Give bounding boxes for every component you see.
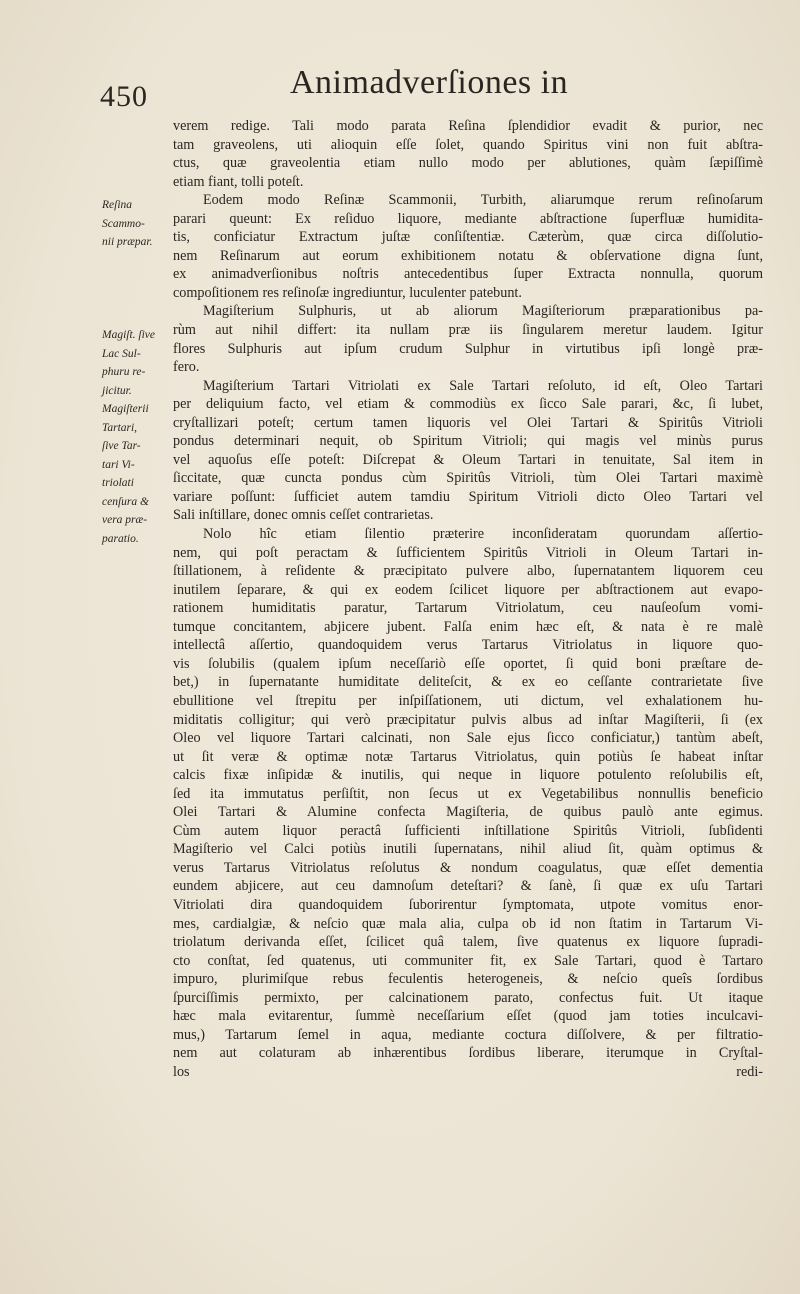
margin-note-line: triolati: [102, 477, 134, 489]
text-line: Magiſterium Tartari Vitriolati ex Sale Tartari reſoluto, id eſt, Oleo Tartari: [203, 377, 763, 394]
text-line: compoſitionem res reſinoſæ ingrediuntur, luculenter patebunt.: [173, 284, 522, 301]
text-line: tis, conficiatur Extractum juſtæ conſiſtentiæ. Cæterùm, quæ circa diſſolutio-: [173, 229, 763, 246]
text-line: ut ſit veræ & optimæ notæ Tartarus Vitriolatus, quin potiùs ſe habeat inſtar: [173, 748, 763, 765]
text-line: pondus determinari nequit, ob Spiritum Vitrioli; qui magis vel minùs purus: [173, 433, 763, 450]
margin-note-line: Magiſterii: [102, 403, 149, 415]
text-line: Vitriolati dira quandoquidem ſuborirentur ſymptomata, utpote vomitus enor-: [173, 896, 763, 913]
text-line: ex animadverſionibus noſtris antecedentibus ſuper Extracta nonnulla, quorum: [173, 266, 763, 283]
margin-note-magisterium-tartari: [102, 400, 149, 548]
text-line: los redi-: [173, 1063, 763, 1080]
text-line: nem Reſinarum aut eorum exhibitionem notatu & obſervatione digna ſunt,: [173, 247, 763, 264]
margin-note-line: Scammo-: [102, 217, 145, 230]
margin-note-magisterium-sulphuris: [102, 326, 155, 400]
text-line: per deliquium facto, vel etiam & commodiùs ex ſicco Sale parari, &c, ſi lubet,: [173, 396, 763, 413]
text-line: ebullitione vel ſtrepitu per inſpiſſationem, uti dictum, vel exhalationem hu-: [173, 692, 763, 709]
text-line: rùm aut nihil differt: ita nullam præ iis ſingularem meretur laudem. Igitur: [173, 322, 763, 339]
text-line: vis ſolubilis (qualem ipſum neceſſariò eſſe oportet, ſi quid boni præſtare de-: [173, 655, 763, 672]
margin-note-line: phuru re-: [102, 366, 146, 378]
margin-note-line: paratio.: [102, 532, 139, 545]
margin-note-line: tari Vi-: [102, 458, 135, 471]
text-line: Eodem modo Reſinæ Scammonii, Turbith, aliarumque rerum reſinoſarum: [203, 192, 763, 209]
text-line: verem redige. Tali modo parata Reſina ſplendidior evadit & purior, nec: [173, 118, 763, 134]
margin-note-line: ſive Tar-: [102, 440, 141, 452]
text-line: ctus, quæ graveolentia etiam nullo modo per ablutiones, quàm ſæpiſſimè: [173, 155, 763, 172]
text-line: cryſtallizari poteſt; certum tamen liquoris vel Olei Tartari & Spiritûs Vitrioli: [173, 414, 763, 431]
text-line: calcis fixæ inſipidæ & inutilis, qui neque in liquore potulento reſolubilis eſt,: [173, 767, 763, 784]
margin-note-line: Lac Sul-: [102, 347, 141, 360]
text-line: bet,) in ſupernatante humiditate deliteſcit, & ex eo ceſſante contrarietate ſive: [173, 674, 763, 691]
text-line: hæc mala evitarentur, ſummè neceſſarium eſſet (quod jam toties inculcavi-: [173, 1008, 763, 1025]
text-line: cto conſtat, ſed quatenus, uti communiter fit, ex Sale Tartari, quod è Tartaro: [173, 952, 763, 969]
text-line: vel aquoſus eſſe poteſt: Diſcrepat & Oleum Tartari in tenuitate, Sal item in: [173, 451, 763, 468]
body-text: [173, 117, 763, 1100]
text-line: variare poſſunt: ſufficiet autem tamdiu Spiritum Vitrioli dicto Oleo Tartari vel: [173, 488, 763, 505]
text-line: Cùm autem liquor peractâ ſufficienti inſtillatione Spiritûs Vitrioli, ſubſidenti: [173, 822, 763, 839]
text-line: fero.: [173, 359, 200, 376]
text-line: triolatum derivanda eſſet, ſcilicet quâ talem, ſive quatenus ex liquore ſupradi-: [173, 934, 763, 951]
text-line: ſed ita immutatus perſiſtit, non ſecus ut ex Vegetabilibus nonnullis beneficio: [173, 785, 763, 802]
text-line: Magiſterium Sulphuris, ut ab aliorum Magiſteriorum præparationibus pa-: [203, 303, 763, 320]
text-line: etiam fiant, tolli poteſt.: [173, 173, 304, 190]
text-line: eundem abjicere, aut ceu damnoſum deteſtari? & ſanè, ſi quæ ex uſu Tartari: [173, 878, 763, 895]
text-line: Nolo hîc etiam ſilentio præterire inconſideratam quorundam aſſertio-: [203, 526, 763, 543]
running-head: Animadverſiones in: [290, 64, 569, 101]
text-line: impuro, plurimiſque rebus feculentis heterogeneis, & neſcio queîs ſordibus: [173, 971, 763, 988]
margin-note-line: vera præ-: [102, 514, 148, 526]
text-line: Magiſterio vel Calci potiùs inutili ſupernatans, nihil aliud ſit, quàm optimus &: [173, 841, 763, 858]
page-number: 450: [100, 80, 148, 113]
text-line: tam graveolens, uti alioquin eſſe ſolet, quando Spiritus vini non fuit abſtra-: [173, 136, 763, 153]
text-line: Sali inſtillare, donec omnis ceſſet contrarietas.: [173, 507, 434, 524]
text-line: nem aut colaturam ab inhærentibus ſordibus liberare, iterumque in Cryſtal-: [173, 1045, 763, 1062]
text-line: parari queunt: Ex reſiduo liquore, mediante abſtractione ſuperfluæ humidita-: [173, 210, 763, 227]
margin-note-line: Reſina: [102, 199, 133, 211]
margin-note-line: nii præpar.: [102, 236, 153, 248]
text-line: intellectâ aſſertio, quandoquidem verus Tartarus Vitriolatus in liquore quo-: [173, 637, 763, 654]
text-line: mus,) Tartarum ſemel in aqua, mediante coctura diſſolvere, & per filtratio-: [173, 1026, 763, 1043]
margin-note-line: Magiſt. ſive: [102, 329, 156, 341]
text-line: verus Tartarus Vitriolatus reſolutus & nondum coagulatus, quæ eſſet dementia: [173, 859, 763, 876]
text-line: rationem humiditatis paratur, Tartarum Vitriolatum, ceu nauſeoſum vomi-: [173, 600, 763, 617]
text-line: flores Sulphuris aut ipſum crudum Sulphur in virtutibus ipſi longè præ-: [173, 340, 763, 357]
margin-note-line: Tartari,: [102, 421, 138, 434]
text-line: ſtillationem, à reſidente & præcipitato pulvere albo, ſupernatantem liquorem ceu: [173, 563, 763, 580]
text-line: inutilem ſeparare, & qui ex eodem ſcilicet liquore per abſtractionem aut evapo-: [173, 581, 763, 598]
text-line: mes, cardialgiæ, & neſcio quæ mala alia, culpa ob id non ſtatim in Tartarum Vi-: [173, 915, 763, 932]
catchword: [173, 1081, 763, 1100]
text-line: tumque concitantem, abjicere jubent. Falſa enim hæc eſt, & nata è re malè: [173, 618, 763, 635]
margin-note-resina: [102, 196, 153, 252]
text-line: miditatis colligitur; qui verò præcipitatur pulvis albus ad inſtar Magiſterii, ſi (ex: [173, 711, 763, 728]
text-line: nem, qui poſt peractam & ſufficientem Spiritûs Vitrioli in Oleum Tartari in-: [173, 544, 763, 561]
text-line: ſiccitate, quæ cuncta pondus cùm Spiritûs Vitrioli, tùm Olei Tartari maximè: [173, 470, 763, 487]
margin-note-line: jicitur.: [102, 384, 132, 397]
text-line: Oleo vel liquore Tartari calcinati, non Sale ejus ſicco conficiatur,) tantùm abeſt,: [173, 730, 763, 747]
text-line: ſpurciſſimis permixto, per calcinationem parato, confectus fuit. Ut itaque: [173, 989, 763, 1006]
text-line: Olei Tartari & Alumine confecta Magiſteria, de quibus paulò ante egimus.: [173, 804, 763, 821]
margin-note-line: cenſura &: [102, 495, 149, 508]
